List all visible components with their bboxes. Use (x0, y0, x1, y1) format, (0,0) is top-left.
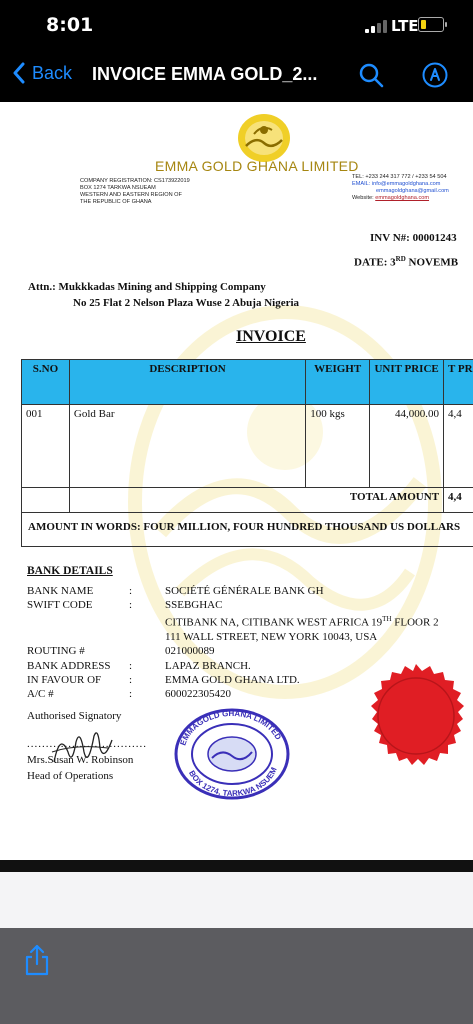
network-label: LTE (391, 17, 419, 35)
table-row (22, 405, 473, 488)
invoice-heading: INVOICE (236, 328, 306, 345)
page-divider (0, 860, 473, 872)
signatory-name: Mrs.Susan W. Robinson (27, 754, 134, 766)
red-seal (360, 662, 472, 774)
company-stamp (172, 706, 292, 802)
contact-block (352, 174, 449, 202)
registration-line: WESTERN AND EASTERN REGION OF (80, 192, 182, 198)
back-button[interactable] (12, 62, 72, 84)
invoice-number: INV N#: 00001243 (370, 232, 457, 244)
account-label: A/C # (27, 688, 54, 701)
total-label: TOTAL AMOUNT (69, 488, 443, 513)
signal-icon (365, 19, 387, 33)
routing-label: ROUTING # (27, 645, 85, 658)
column-header: WEIGHT (306, 360, 370, 405)
website-label: Website: (352, 195, 374, 201)
status-bar (0, 0, 473, 50)
chevron-left-icon (12, 62, 26, 84)
email-line: EMAIL: info@emmagoldghana.com (352, 181, 441, 187)
invoice-table (21, 359, 473, 513)
markup-icon[interactable] (422, 62, 448, 88)
website-link: emmagoldghana.com (375, 195, 430, 201)
clock: 8:01 (46, 14, 94, 36)
signatory-role: Head of Operations (27, 770, 114, 782)
bank-name: SOCIÉTÉ GÉNÉRALE BANK GH (165, 585, 324, 597)
bank-details: BANK NAME : SOCIÉTÉ GÉNÉRALE BANK GH SWIFT CODE : SSEBGHAC CITIBANK NA, CITIBANK WEST AFRICA 19TH FLOOR 2 111 WALL STREET, NEW YORK 10043, USA ROUTING # 021000089 BANK ADDRESS : LAPAZ BRANCH. IN FAVOUR OF : EMMA GOLD GHANA LTD. A/C # : 600022305420 (27, 585, 439, 701)
cell-description: Gold Bar (69, 405, 305, 488)
correspondent-bank: CITIBANK NA, CITIBANK WEST AFRICA 19TH FLOOR 2 (165, 615, 439, 630)
column-header: S.NO (22, 360, 70, 405)
column-header: UNIT PRICE (370, 360, 444, 405)
total-value: 4,4 (444, 488, 473, 513)
signature-line: ................................ (27, 738, 147, 750)
back-label: Back (32, 62, 73, 83)
routing-number: 021000089 (165, 645, 215, 658)
amount-in-words: AMOUNT IN WORDS: FOUR MILLION, FOUR HUNDRED THOUSAND US DOLLARS (21, 511, 473, 547)
attention-block (28, 279, 299, 311)
bank-name-label: BANK NAME (27, 585, 94, 597)
search-icon[interactable] (358, 62, 384, 88)
stamp-bottom-text: BOX 1274, TARKWA NSUEM (187, 765, 279, 799)
document-title: INVOICE EMMA GOLD_2... (92, 64, 318, 84)
swift-label: SWIFT CODE (27, 599, 93, 612)
column-header: DESCRIPTION (69, 360, 305, 405)
cell-unit-price: 44,000.00 (370, 405, 444, 488)
cell-sno: 001 (22, 405, 70, 488)
attention-line: Attn.: Mukkkadas Mining and Shipping Company (28, 281, 266, 293)
battery-icon (418, 17, 444, 32)
bank-address: LAPAZ BRANCH. (165, 659, 251, 672)
registration-line: COMPANY REGISTRATION: CS173922019 (80, 178, 190, 184)
invoice-document (0, 102, 473, 860)
company-registration-block (80, 178, 190, 206)
total-row (22, 488, 473, 513)
page-background (0, 872, 473, 928)
bank-address-label: BANK ADDRESS (27, 659, 111, 672)
swift-code: SSEBGHAC (165, 599, 223, 612)
correspondent-address: 111 WALL STREET, NEW YORK 10043, USA (165, 631, 378, 644)
email-line-2: emmagoldghana@gmail.com (376, 188, 449, 194)
navigation-bar (0, 50, 473, 102)
account-number: 600022305420 (165, 688, 231, 701)
registration-line: BOX 1274 TARKWA NSUEAM (80, 185, 156, 191)
registration-line: THE REPUBLIC OF GHANA (80, 199, 152, 205)
company-name: EMMA GOLD GHANA LIMITED (155, 158, 359, 174)
signatory-label: Authorised Signatory (27, 710, 122, 722)
handwritten-signature (46, 722, 116, 772)
invoice-date: DATE: 3RD NOVEMB (354, 255, 459, 269)
phone-line: TEL: +233 244 317 772 / +233 54 504 (352, 174, 447, 180)
cell-weight: 100 kgs (306, 405, 370, 488)
favour-label: IN FAVOUR OF (27, 673, 102, 686)
table-header-row (22, 360, 473, 405)
bank-details-title: BANK DETAILS (27, 565, 113, 577)
column-header: T PR (444, 360, 473, 405)
bottom-toolbar (0, 928, 473, 1024)
share-icon[interactable] (24, 944, 50, 976)
stamp-top-text: EMMAGOLD GHANA LIMITED (178, 708, 283, 747)
beneficiary: EMMA GOLD GHANA LTD. (165, 673, 300, 686)
cell-total: 4,4 (444, 405, 473, 488)
attention-address: No 25 Flat 2 Nelson Plaza Wuse 2 Abuja Nigeria (73, 297, 300, 309)
